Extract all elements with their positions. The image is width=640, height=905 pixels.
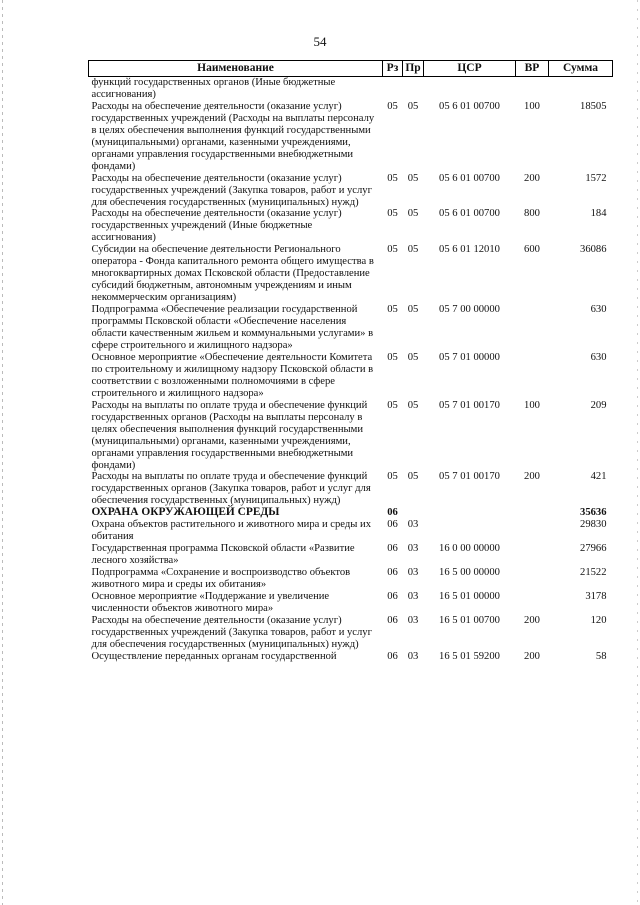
row-name: Расходы на выплаты по оплате труда и обеспечение функций государственных органов (Закупка товаров, работ и услуг для обеспечения государственных (муниципальных) нужд)	[91, 471, 371, 507]
row-vr	[516, 352, 549, 400]
row-vr: 200	[524, 650, 540, 662]
row-name: Основное мероприятие «Поддержание и увеличение численности объектов животного мира»	[91, 590, 330, 614]
header-csr: ЦСР	[424, 61, 516, 77]
table-row	[89, 244, 613, 304]
row-sum: 35636	[580, 507, 607, 519]
row-pr: 05	[407, 172, 419, 184]
row-csr: 05 7 01 00170	[439, 471, 500, 483]
page-edge-right	[637, 0, 638, 905]
row-csr: 16 5 01 00700	[439, 614, 500, 626]
row-pr: 03	[407, 590, 419, 602]
row-rz: 05	[387, 208, 398, 220]
section-row	[89, 507, 613, 519]
row-csr: 05 7 00 00000	[439, 304, 500, 316]
row-pr: 05	[407, 100, 419, 112]
row-rz: 05	[387, 399, 398, 411]
header-vr: ВР	[516, 61, 549, 77]
row-csr: 05 6 01 00700	[439, 100, 500, 112]
row-rz: 06	[387, 567, 398, 579]
row-vr: 200	[524, 172, 540, 184]
row-rz: 06	[387, 650, 398, 662]
row-csr: 05 7 01 00000	[439, 351, 500, 363]
row-sum: 58	[595, 650, 607, 662]
row-pr: 05	[407, 244, 419, 256]
row-sum: 3178	[585, 590, 607, 602]
table-row	[89, 519, 613, 543]
row-sum: 630	[590, 304, 607, 316]
row-pr: 03	[407, 567, 419, 579]
row-sum: 421	[590, 471, 607, 483]
row-name: Расходы на обеспечение деятельности (оказание услуг) государственных учреждений (Закупка товаров, работ и услуг для обеспечения государственных (муниципальных) нужд)	[91, 614, 372, 650]
row-sum: 27966	[580, 543, 607, 555]
row-rz: 06	[387, 614, 398, 626]
row-vr: 100	[524, 399, 540, 411]
table-row	[89, 304, 613, 352]
row-pr	[403, 507, 424, 519]
row-rz: 06	[387, 590, 398, 602]
row-pr: 03	[407, 650, 419, 662]
table-body	[89, 77, 613, 663]
row-pr: 03	[407, 519, 419, 531]
row-csr	[424, 77, 516, 101]
row-vr	[516, 567, 549, 591]
row-name: Осуществление переданных органам государственной	[91, 650, 337, 662]
row-csr: 16 5 00 00000	[439, 567, 500, 579]
table-row	[89, 400, 613, 472]
row-name: Расходы на обеспечение деятельности (оказание услуг) государственных учреждений (Иные бюджетные ассигнования)	[91, 208, 342, 244]
header-sum: Сумма	[549, 61, 613, 77]
row-rz: 06	[387, 543, 398, 555]
table-row	[89, 651, 613, 663]
row-pr: 03	[407, 543, 419, 555]
row-pr: 05	[407, 471, 419, 483]
page-edge-left	[2, 0, 3, 905]
table-row	[89, 543, 613, 567]
row-rz: 06	[387, 507, 398, 519]
row-csr: 05 6 01 12010	[439, 244, 500, 256]
row-csr: 05 6 01 00700	[439, 208, 500, 220]
row-sum: 630	[590, 351, 607, 363]
table-row	[89, 77, 613, 101]
table-row	[89, 173, 613, 209]
table-row	[89, 471, 613, 507]
row-csr: 16 0 00 00000	[439, 543, 500, 555]
row-sum: 120	[590, 614, 607, 626]
page-number: 54	[313, 34, 327, 49]
row-rz: 05	[387, 351, 398, 363]
header-rz: Рз	[383, 61, 403, 77]
row-sum: 209	[590, 399, 607, 411]
row-sum: 184	[590, 208, 607, 220]
table-row	[89, 352, 613, 400]
row-vr	[516, 507, 549, 519]
row-name: Подпрограмма «Сохранение и воспроизводство объектов животного мира и среды их обитания»	[91, 567, 351, 591]
row-pr	[403, 77, 424, 101]
row-vr: 600	[524, 244, 540, 256]
row-vr	[516, 543, 549, 567]
row-vr	[516, 304, 549, 352]
row-sum: 1572	[585, 172, 607, 184]
row-pr: 03	[407, 614, 419, 626]
table-row	[89, 208, 613, 244]
table-row	[89, 615, 613, 651]
table-row	[89, 101, 613, 173]
row-rz	[383, 77, 403, 101]
header-name: Наименование	[89, 61, 383, 77]
table-header	[89, 61, 613, 77]
row-csr: 16 5 01 59200	[439, 650, 500, 662]
row-sum: 29830	[580, 519, 607, 531]
row-sum	[549, 77, 613, 101]
row-vr	[516, 519, 549, 543]
row-name: Государственная программа Псковской области «Развитие лесного хозяйства»	[91, 543, 355, 567]
row-vr	[516, 77, 549, 101]
row-csr: 05 7 01 00170	[439, 399, 500, 411]
header-pr: Пр	[403, 61, 424, 77]
row-vr: 100	[524, 100, 540, 112]
row-vr	[516, 591, 549, 615]
row-rz: 05	[387, 172, 398, 184]
budget-table	[88, 60, 613, 663]
row-rz: 05	[387, 244, 398, 256]
row-csr	[424, 507, 516, 519]
row-name: Подпрограмма «Обеспечение реализации государственной программы Псковской области «Обеспечение населения области качественным жильем и коммунальными услугами» в сфере строительного и жилищного надзора»	[91, 304, 374, 351]
row-csr: 05 6 01 00700	[439, 172, 500, 184]
row-rz: 05	[387, 304, 398, 316]
row-sum: 18505	[580, 100, 607, 112]
row-pr: 05	[407, 304, 419, 316]
table-row	[89, 591, 613, 615]
row-sum: 36086	[580, 244, 607, 256]
table-row	[89, 567, 613, 591]
row-name: Расходы на выплаты по оплате труда и обеспечение функций государственных органов (Расходы на выплаты персоналу в целях обеспечения выполнения функций государственными (муниципальными) органами, казенными учреждениями, органами управления государственными внебюджетными фондами)	[91, 399, 368, 471]
row-name: Субсидии на обеспечение деятельности Регионального оператора - Фонда капитального ремонта общего имущества в многоквартирных домах Псковской области (Предоставление субсидий бюджетным, автономным учреждениям и иным некоммерческим организациям)	[91, 244, 374, 304]
row-vr: 800	[524, 208, 540, 220]
row-rz: 05	[387, 471, 398, 483]
row-name: ОХРАНА ОКРУЖАЮЩЕЙ СРЕДЫ	[91, 506, 280, 519]
row-csr	[424, 519, 516, 543]
row-vr: 200	[524, 471, 540, 483]
row-pr: 05	[407, 208, 419, 220]
row-pr: 05	[407, 399, 419, 411]
row-name: Охрана объектов растительного и животного мира и среды их обитания	[91, 519, 371, 543]
row-vr: 200	[524, 614, 540, 626]
row-rz: 05	[387, 100, 398, 112]
row-name: Расходы на обеспечение деятельности (оказание услуг) государственных учреждений (Расходы на выплаты персоналу в целях обеспечения выполнения функций государственными (муниципальными) органами, казенными учреждениями, органами управления государственными внебюджетными фондами)	[91, 100, 375, 172]
row-pr: 05	[407, 351, 419, 363]
row-name: Основное мероприятие «Обеспечение деятельности Комитета по строительному и жилищному надзору Псковской области в соответствии с возложенными полномочиями в сфере строительного и жилищного надзора»	[91, 351, 374, 399]
row-rz: 06	[387, 519, 398, 531]
row-name: Расходы на обеспечение деятельности (оказание услуг) государственных учреждений (Закупка товаров, работ и услуг для обеспечения государственных (муниципальных) нужд)	[91, 172, 372, 208]
row-name: функций государственных органов (Иные бюджетные ассигнования)	[91, 77, 336, 100]
row-sum: 21522	[580, 567, 607, 579]
row-csr: 16 5 01 00000	[439, 590, 500, 602]
